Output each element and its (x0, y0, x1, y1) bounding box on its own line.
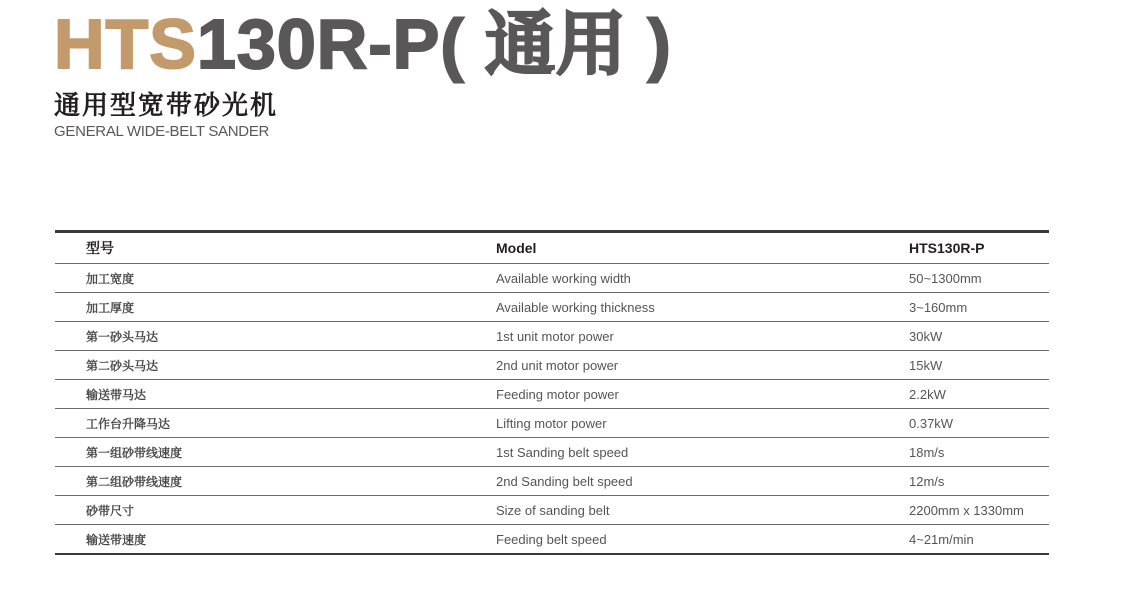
spec-name-cn: 第一组砂带线速度 (55, 438, 496, 467)
spec-value: 0.37kW (909, 409, 1049, 438)
table-row (55, 525, 1049, 555)
table-row (55, 409, 1049, 438)
spec-value: 18m/s (909, 438, 1049, 467)
spec-name-en: Feeding motor power (496, 380, 909, 409)
spec-value: 15kW (909, 351, 1049, 380)
table-row (55, 264, 1049, 293)
spec-value: 12m/s (909, 467, 1049, 496)
table-row (55, 467, 1049, 496)
spec-name-cn: 工作台升降马达 (55, 409, 496, 438)
spec-value: 3~160mm (909, 293, 1049, 322)
table-row (55, 293, 1049, 322)
spec-name-en: Feeding belt speed (496, 531, 607, 547)
spec-value: 4~21m/min (909, 531, 974, 547)
spec-name-en: Size of sanding belt (496, 496, 909, 525)
spec-name-cn: 第二组砂带线速度 (55, 467, 496, 496)
spec-name-cn: 输送带速度 (86, 532, 147, 547)
spec-name-en: 2nd unit motor power (496, 351, 909, 380)
table-row (55, 351, 1049, 380)
spec-name-en: Lifting motor power (496, 409, 909, 438)
spec-name-cn: 加工厚度 (55, 293, 496, 322)
spec-name-cn: 加工宽度 (55, 264, 496, 293)
table-row (55, 322, 1049, 351)
header-cell-value: HTS130R-P (909, 232, 1049, 264)
spec-name-cn: 输送带马达 (55, 380, 496, 409)
spec-name-cn: 第二砂头马达 (55, 351, 496, 380)
specification-table (55, 230, 1049, 555)
spec-name-en: 1st unit motor power (496, 322, 909, 351)
product-title-prefix: HTS (54, 5, 197, 83)
product-subtitle-chinese: 通用型宽带砂光机 (54, 91, 279, 121)
spec-name-en: Available working thickness (496, 293, 909, 322)
spec-name-cn: 砂带尺寸 (55, 496, 496, 525)
header-cell-cn: 型号 (55, 232, 496, 264)
spec-name-en: Available working width (496, 264, 909, 293)
product-title (54, 4, 672, 84)
table-row (55, 438, 1049, 467)
spec-name-en: 2nd Sanding belt speed (496, 467, 909, 496)
table-row (55, 380, 1049, 409)
spec-value: 30kW (909, 322, 1049, 351)
table-row (55, 496, 1049, 525)
product-subtitle-english: GENERAL WIDE-BELT SANDER (54, 123, 270, 140)
spec-value: 2200mm x 1330mm (909, 496, 1049, 525)
spec-value: 50~1300mm (909, 264, 1049, 293)
header-cell-model: Model (496, 232, 909, 264)
table-header-row (55, 232, 1049, 264)
product-title-model: 130R-P( 通用 ) (197, 5, 672, 83)
spec-value: 2.2kW (909, 380, 1049, 409)
spec-name-en: 1st Sanding belt speed (496, 438, 909, 467)
spec-name-cn: 第一砂头马达 (55, 322, 496, 351)
